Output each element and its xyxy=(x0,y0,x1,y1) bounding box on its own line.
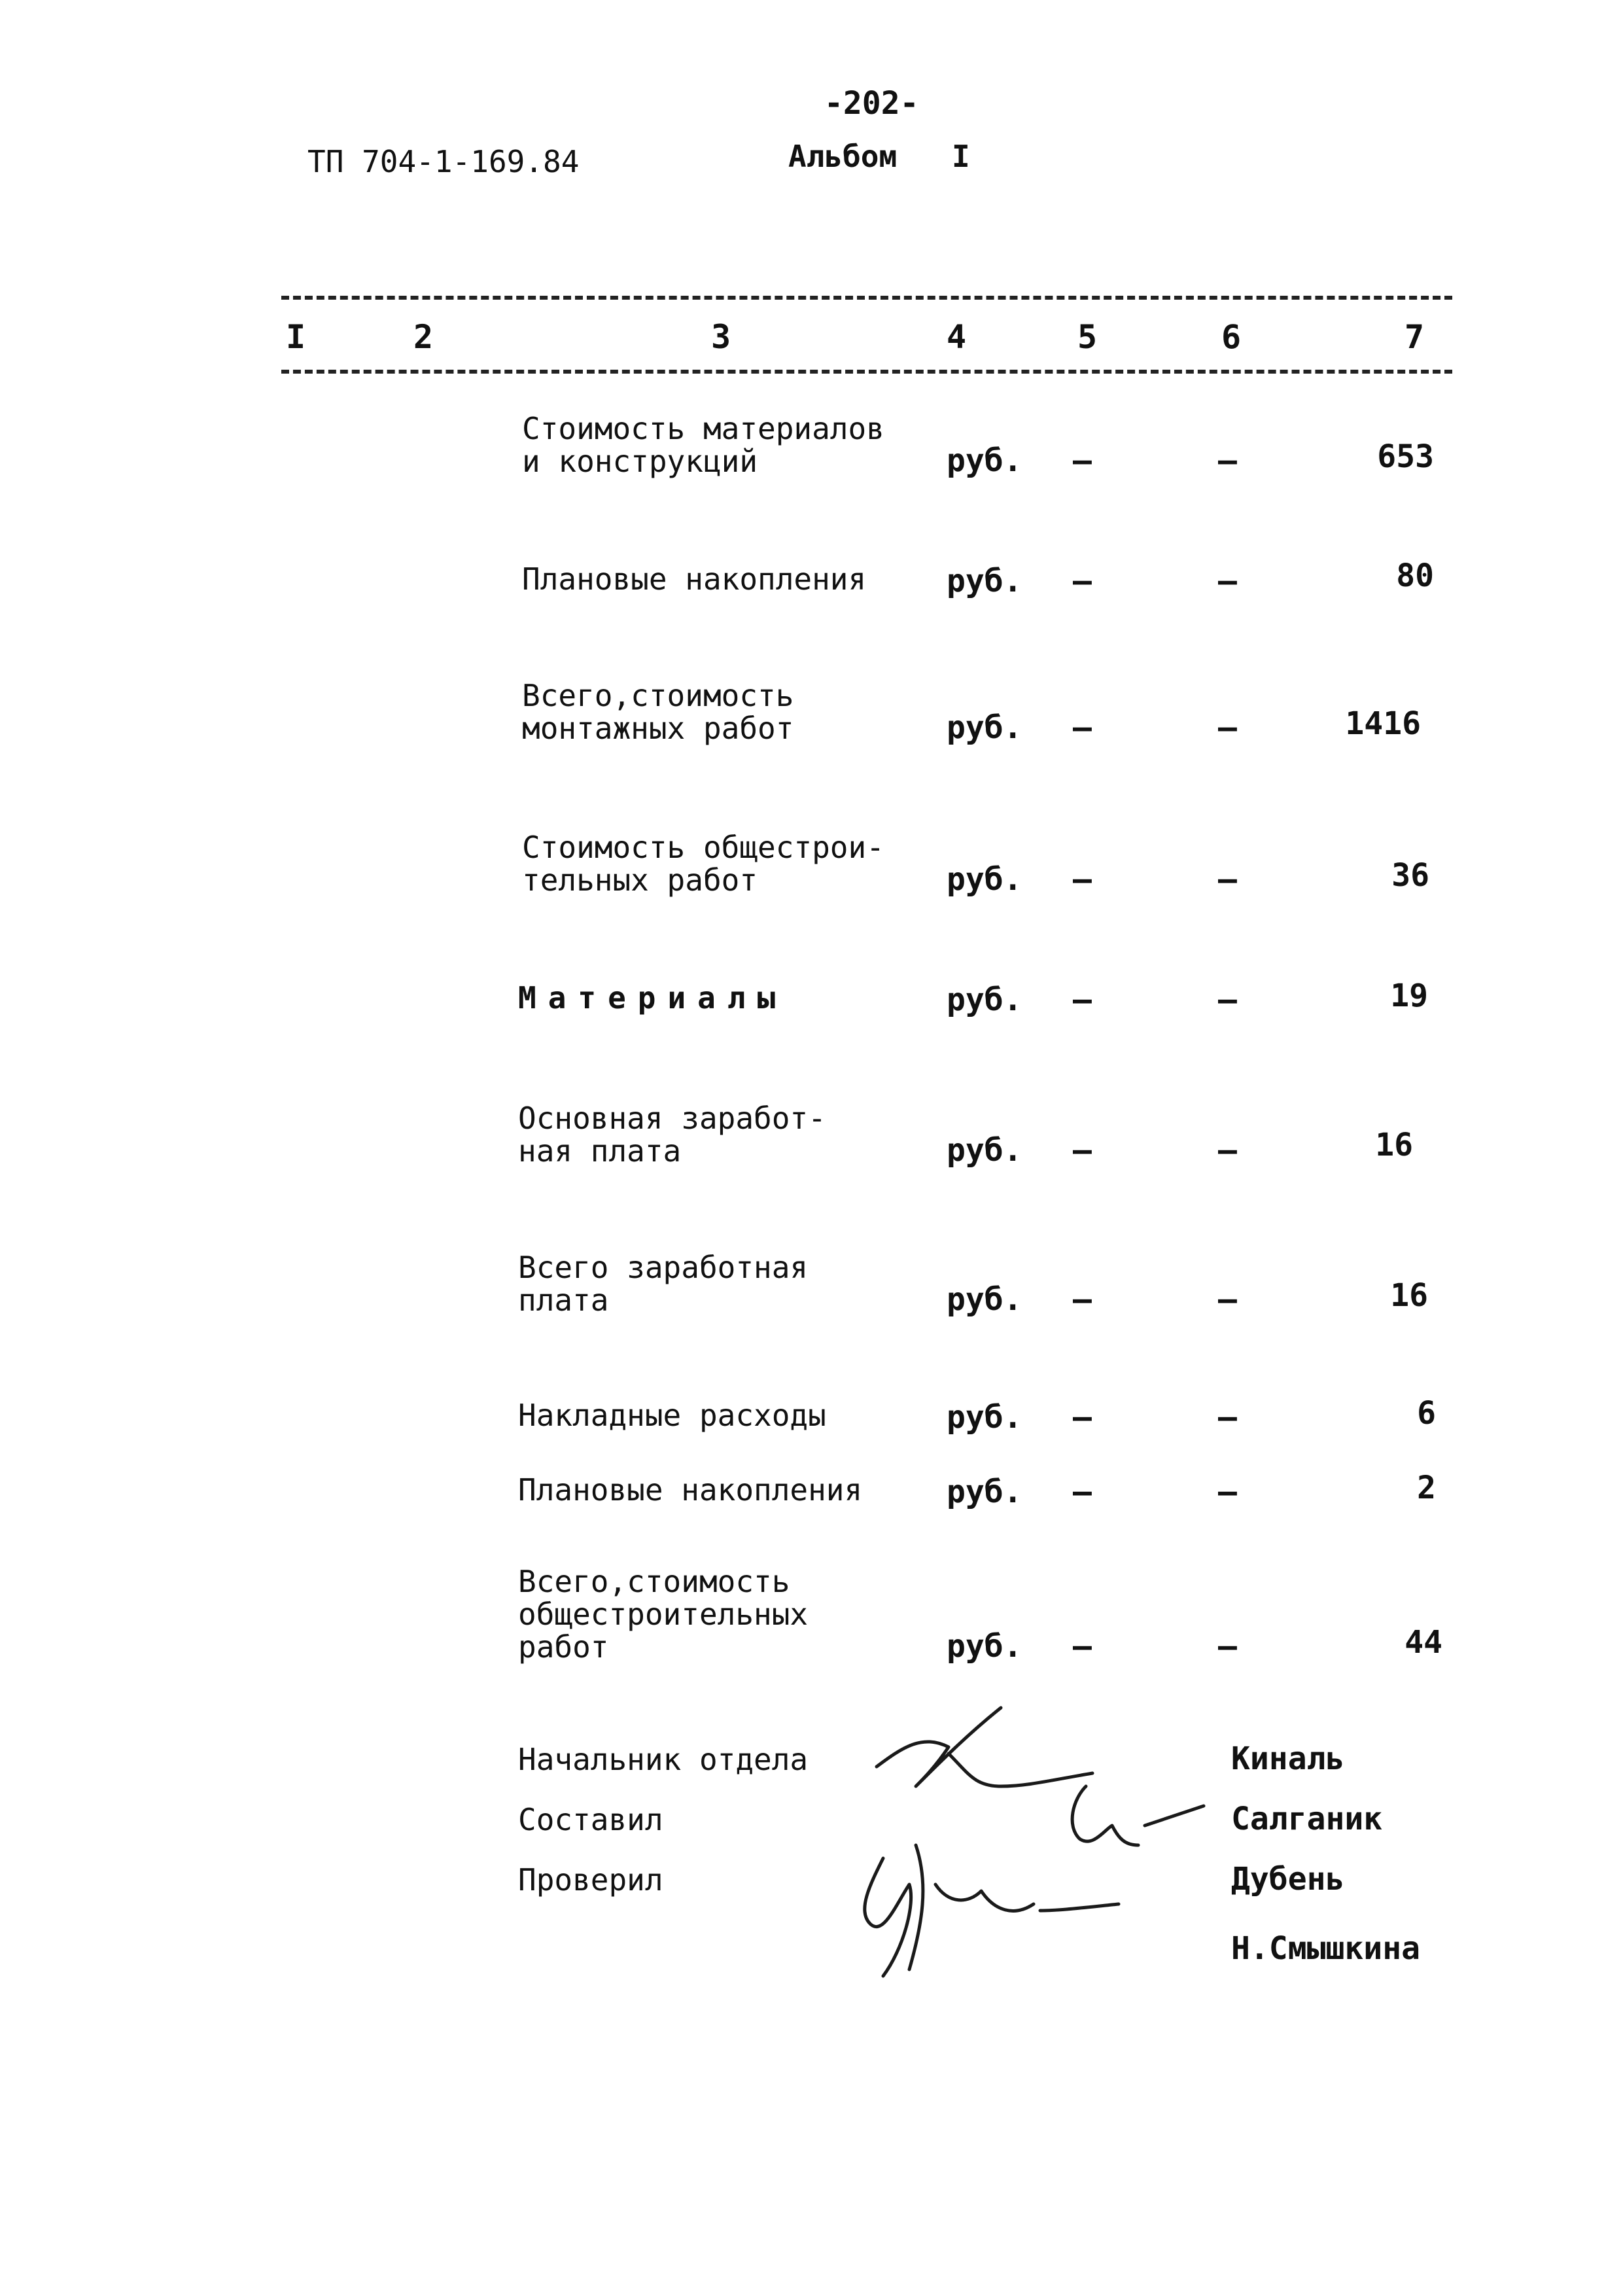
row-9-col6: – xyxy=(1218,1474,1237,1510)
row-9-value: 2 xyxy=(1417,1470,1436,1506)
row-4-description: Стоимость общестрои- тельных работ xyxy=(522,830,884,898)
row-1-unit: руб. xyxy=(947,442,1022,479)
row-2-col6: – xyxy=(1218,563,1237,599)
col-header-1: I xyxy=(286,318,306,356)
row-7-unit: руб. xyxy=(947,1281,1022,1318)
row-5-unit: руб. xyxy=(947,981,1022,1018)
row-1-description: Стоимость материалов и конструкций xyxy=(522,411,884,479)
signature-name-extra: Н.Смышкина xyxy=(1231,1930,1420,1967)
page-number: -202- xyxy=(824,85,919,122)
row-6-col5: – xyxy=(1073,1132,1092,1169)
row-10-col5: – xyxy=(1073,1628,1092,1665)
handwritten-signatures xyxy=(844,1688,1210,1996)
signature-name-checked: Дубень xyxy=(1231,1861,1345,1898)
row-10-unit: руб. xyxy=(947,1628,1022,1665)
row-2-value: 80 xyxy=(1396,557,1434,594)
row-8-value: 6 xyxy=(1417,1395,1436,1432)
album-label: Альбом xyxy=(788,139,898,174)
row-9-col5: – xyxy=(1073,1474,1092,1510)
col-header-4: 4 xyxy=(947,318,967,356)
row-6-col6: – xyxy=(1218,1132,1237,1169)
row-7-col5: – xyxy=(1073,1281,1092,1318)
row-1-col5: – xyxy=(1073,442,1092,479)
row-6-value: 16 xyxy=(1375,1127,1413,1163)
row-3-unit: руб. xyxy=(947,709,1022,746)
row-5-description: Материалы xyxy=(518,980,788,1016)
signature-name-head: Киналь xyxy=(1231,1740,1345,1777)
row-6-description: Основная заработ- ная плата xyxy=(518,1101,826,1169)
col-header-6: 6 xyxy=(1221,318,1242,356)
row-5-col5: – xyxy=(1073,981,1092,1018)
signature-role-head: Начальник отдела xyxy=(518,1742,809,1777)
row-8-unit: руб. xyxy=(947,1399,1022,1436)
header-bottom-rule xyxy=(281,370,1452,374)
row-3-value: 1416 xyxy=(1345,705,1421,742)
row-8-col6: – xyxy=(1218,1399,1237,1436)
row-7-col6: – xyxy=(1218,1281,1237,1318)
row-10-col6: – xyxy=(1218,1628,1237,1665)
row-2-unit: руб. xyxy=(947,563,1022,599)
row-2-col5: – xyxy=(1073,563,1092,599)
signature-name-compiled: Салганик xyxy=(1231,1801,1383,1837)
row-1-value: 653 xyxy=(1377,438,1434,475)
row-8-col5: – xyxy=(1073,1399,1092,1436)
row-9-unit: руб. xyxy=(947,1474,1022,1510)
row-3-col5: – xyxy=(1073,709,1092,746)
row-5-value: 19 xyxy=(1390,978,1428,1014)
row-3-col6: – xyxy=(1218,709,1237,746)
col-header-3: 3 xyxy=(711,318,731,356)
row-1-col6: – xyxy=(1218,442,1237,479)
row-3-description: Всего,стоимость монтажных работ xyxy=(522,678,794,746)
header-top-rule xyxy=(281,296,1452,300)
album-number: I xyxy=(952,139,970,174)
row-5-col6: – xyxy=(1218,981,1237,1018)
row-9-description: Плановые накопления xyxy=(518,1472,863,1508)
row-7-description: Всего заработная плата xyxy=(518,1250,809,1318)
row-4-unit: руб. xyxy=(947,861,1022,898)
col-header-5: 5 xyxy=(1077,318,1098,356)
row-10-value: 44 xyxy=(1405,1624,1442,1661)
col-header-7: 7 xyxy=(1405,318,1425,356)
row-2-description: Плановые накопления xyxy=(522,561,867,597)
col-header-2: 2 xyxy=(413,318,434,356)
signature-role-compiled: Составил xyxy=(518,1802,663,1837)
row-4-col6: – xyxy=(1218,861,1237,898)
row-4-value: 36 xyxy=(1391,857,1429,894)
document-code: ТП 704-1-169.84 xyxy=(307,144,580,179)
row-10-description: Всего,стоимость общестроительных работ xyxy=(518,1564,809,1665)
row-4-col5: – xyxy=(1073,861,1092,898)
row-8-description: Накладные расходы xyxy=(518,1398,826,1433)
row-7-value: 16 xyxy=(1390,1277,1428,1314)
signature-role-checked: Проверил xyxy=(518,1862,663,1898)
row-6-unit: руб. xyxy=(947,1132,1022,1169)
